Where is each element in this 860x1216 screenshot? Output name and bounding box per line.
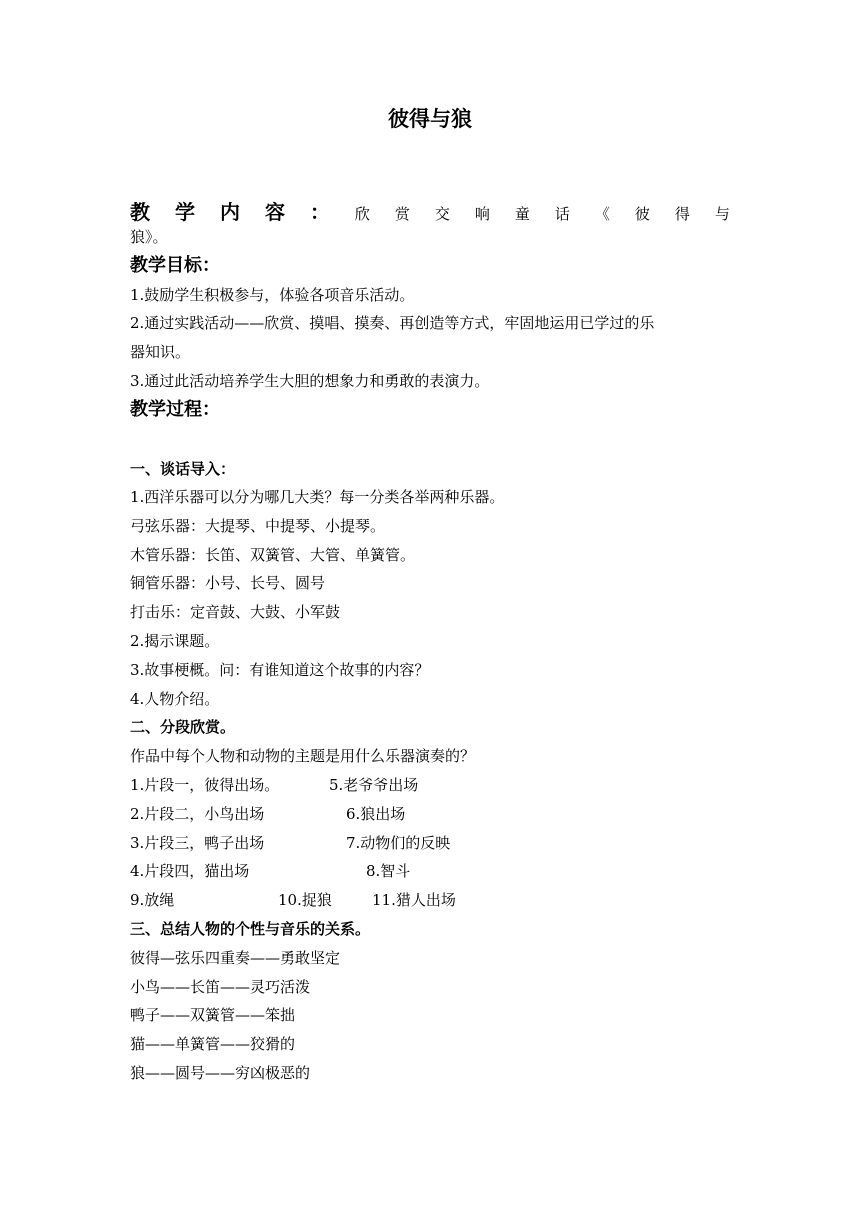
segment-item: 3.片段三，鸭子出场	[130, 834, 265, 852]
goal-item: 器知识。	[130, 343, 191, 361]
part3-line: 彼得—弦乐四重奏——勇敢坚定	[130, 949, 341, 967]
segment-item: 7.动物们的反映	[346, 834, 451, 852]
content-text-char: 话	[554, 205, 570, 223]
part1-line: 2.揭示课题。	[130, 632, 220, 650]
segment-item: 8.智斗	[366, 862, 411, 880]
content-text-char: 响	[474, 205, 490, 223]
part1-line: 木管乐器：长笛、双簧管、大管、单簧管。	[130, 546, 416, 564]
segment-item: 11.猎人出场	[372, 891, 456, 909]
segment-item: 6.狼出场	[346, 805, 406, 823]
content-label-char: 教	[130, 200, 150, 224]
part3-line: 猫——单簧管——狡猾的	[130, 1035, 296, 1053]
segment-item: 5.老爷爷出场	[329, 776, 419, 794]
part2-heading: 二、分段欣赏。	[130, 718, 236, 736]
document-title: 彼得与狼	[388, 107, 472, 131]
part1-line: 1.西洋乐器可以分为哪几大类？每一分类各举两种乐器。	[130, 488, 505, 506]
content-text-char: 赏	[394, 205, 410, 223]
segment-item: 9.放绳	[130, 891, 175, 909]
content-text-char: 欣	[354, 205, 370, 223]
segment-item: 2.片段二，小鸟出场	[130, 805, 265, 823]
content-label-char: ：	[309, 200, 330, 224]
content-continuation: 狼》。	[130, 228, 168, 246]
part1-line: 3.故事梗概。问：有谁知道这个故事的内容？	[130, 661, 430, 679]
content-label-char: 容	[264, 200, 285, 224]
part1-line: 打击乐：定音鼓、大鼓、小军鼓	[130, 603, 341, 621]
content-label-char: 学	[174, 200, 195, 224]
segment-item: 1.片段一，彼得出场。	[130, 776, 280, 794]
segment-item: 10.捉狼	[278, 891, 332, 909]
part3-line: 小鸟——长笛——灵巧活泼	[130, 978, 311, 996]
part1-heading: 一、谈话导入：	[130, 460, 236, 478]
teaching-content-line	[130, 196, 730, 225]
part3-heading: 三、总结人物的个性与音乐的关系。	[130, 920, 371, 938]
part1-line: 弓弦乐器：大提琴、中提琴、小提琴。	[130, 517, 386, 535]
segment-item: 4.片段四，猫出场	[130, 862, 250, 880]
process-heading: 教学过程：	[130, 399, 220, 420]
content-label-char: 内	[219, 200, 240, 224]
goal-item: 3.通过此活动培养学生大胆的想象力和勇敢的表演力。	[130, 372, 490, 390]
goal-item: 2.通过实践活动——欣赏、摸唱、摸奏、再创造等方式，牢固地运用已学过的乐	[130, 314, 655, 332]
part2-question: 作品中每个人物和动物的主题是用什么乐器演奏的？	[130, 747, 476, 765]
part3-line: 鸭子——双簧管——笨拙	[130, 1006, 296, 1024]
part1-line: 4.人物介绍。	[130, 690, 220, 708]
content-text-char: 与	[714, 205, 730, 223]
goal-item: 1.鼓励学生积极参与，体验各项音乐活动。	[130, 286, 415, 304]
content-text-char: 彼	[634, 205, 650, 223]
part1-line: 铜管乐器：小号、长号、圆号	[130, 574, 326, 592]
content-text-char: 《	[594, 205, 610, 223]
content-text-char: 交	[434, 205, 450, 223]
content-text-char: 得	[674, 205, 690, 223]
content-text-char: 童	[514, 205, 530, 223]
goals-heading: 教学目标：	[130, 255, 220, 276]
part3-line: 狼——圆号——穷凶极恶的	[130, 1064, 311, 1082]
